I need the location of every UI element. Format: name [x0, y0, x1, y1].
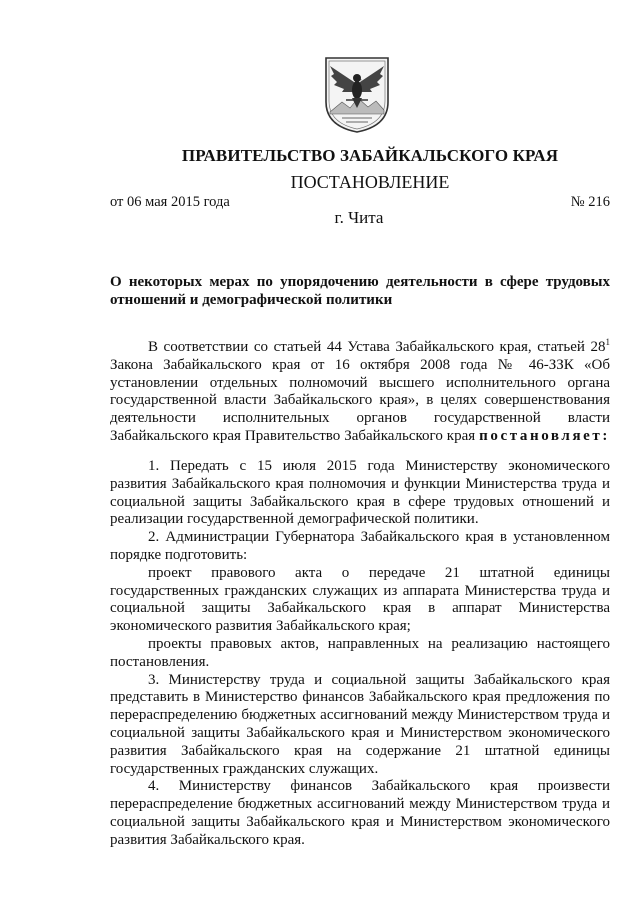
preamble-line: государственной власти Забайкальского края», в целях совершенствования	[110, 392, 610, 409]
decree-item-line: представить в Министерство финансов Забайкальского края предложения по	[110, 689, 610, 706]
decree-item-line: 4. Министерству финансов Забайкальского края произвести	[148, 778, 610, 795]
decree-item-line: 1. Передать с 15 июля 2015 года Министерству экономического	[148, 458, 610, 474]
decree-item-line: перераспределение бюджетных ассигнований между Министерством труда и	[110, 796, 610, 813]
government-name: ПРАВИТЕЛЬСТВО ЗАБАЙКАЛЬСКОГО КРАЯ	[181, 146, 559, 165]
decree-item-line: развития Забайкальского края на содержание 21 штатной единицы	[110, 742, 610, 759]
decree-item-line: развития Забайкальского края.	[110, 831, 305, 848]
title-line: О некоторых мерах по упорядочению деятельности в сфере трудовых	[110, 274, 610, 290]
decree-item	[110, 636, 610, 672]
decree-item	[110, 529, 610, 565]
decree-item-line: социальной защиты Забайкальского края в сфере трудовых отношений и	[110, 493, 610, 510]
decree-item-line: постановления.	[110, 653, 210, 670]
decree-item-line: проекты правовых актов, направленных на реализацию настоящего	[148, 635, 610, 652]
decree-item-line: 2. Администрации Губернатора Забайкальского края в установленном	[148, 529, 610, 546]
preamble-line-text: В соответствии со статьей 44 Устава Забайкальского края, статьей 28	[148, 339, 606, 355]
preamble-line: деятельности исполнительных органов государственной власти	[110, 410, 610, 427]
coat-of-arms-icon	[322, 54, 392, 134]
decree-item-line: порядке подготовить:	[110, 546, 248, 563]
decree-item-line: развития Забайкальского края полномочия и функции Министерства труда и	[110, 475, 610, 492]
preamble-line	[110, 428, 610, 446]
preamble-paragraph	[110, 339, 610, 446]
superscript: 1	[605, 337, 610, 347]
document-city: г. Чита	[334, 208, 384, 227]
title-line: отношений и демографической политики	[110, 291, 393, 308]
document-type: ПОСТАНОВЛЕНИЕ	[290, 172, 450, 192]
preamble-line: установлении отдельных полномочий высшего исполнительного органа	[110, 374, 610, 391]
decree-item-line: социальной защиты Забайкальского края и Министерством экономического	[110, 813, 610, 830]
decree-item	[110, 778, 610, 849]
preamble-line	[110, 339, 610, 357]
decree-item-line: социальной защиты Забайкальского края и Министерством экономического	[110, 724, 610, 741]
decree-item-line: государственных гражданских служащих.	[110, 760, 379, 777]
document-title	[110, 274, 610, 310]
decree-item	[110, 672, 610, 779]
decree-item-line: перераспределению бюджетных ассигнований между Министерством труда и	[110, 707, 610, 724]
decree-item-line: 3. Министерству труда и социальной защиты Забайкальского края	[148, 671, 610, 688]
decree-items	[110, 458, 610, 850]
decree-item-line: социальной защиты Забайкальского края в аппарат Министерства	[110, 600, 610, 617]
decree-item-line: экономического развития Забайкальского края;	[110, 618, 411, 635]
preamble-line-text: Забайкальского края Правительство Забайкальского края	[110, 427, 476, 444]
decision-word: постановляет:	[479, 427, 610, 444]
decree-item-line: проект правового акта о передаче 21 штатной единицы	[148, 564, 610, 581]
preamble-line: Закона Забайкальского края от 16 октября 2008 года № 46-ЗЗК «Об	[110, 356, 610, 373]
document-number: № 216	[570, 194, 610, 210]
document-date: от 06 мая 2015 года	[110, 194, 230, 210]
decree-item-line: реализации государственной демографической политики.	[110, 511, 479, 528]
decree-item-line: государственных гражданских служащих из аппарата Министерства труда и	[110, 582, 610, 599]
decree-item	[110, 565, 610, 636]
decree-item	[110, 458, 610, 529]
